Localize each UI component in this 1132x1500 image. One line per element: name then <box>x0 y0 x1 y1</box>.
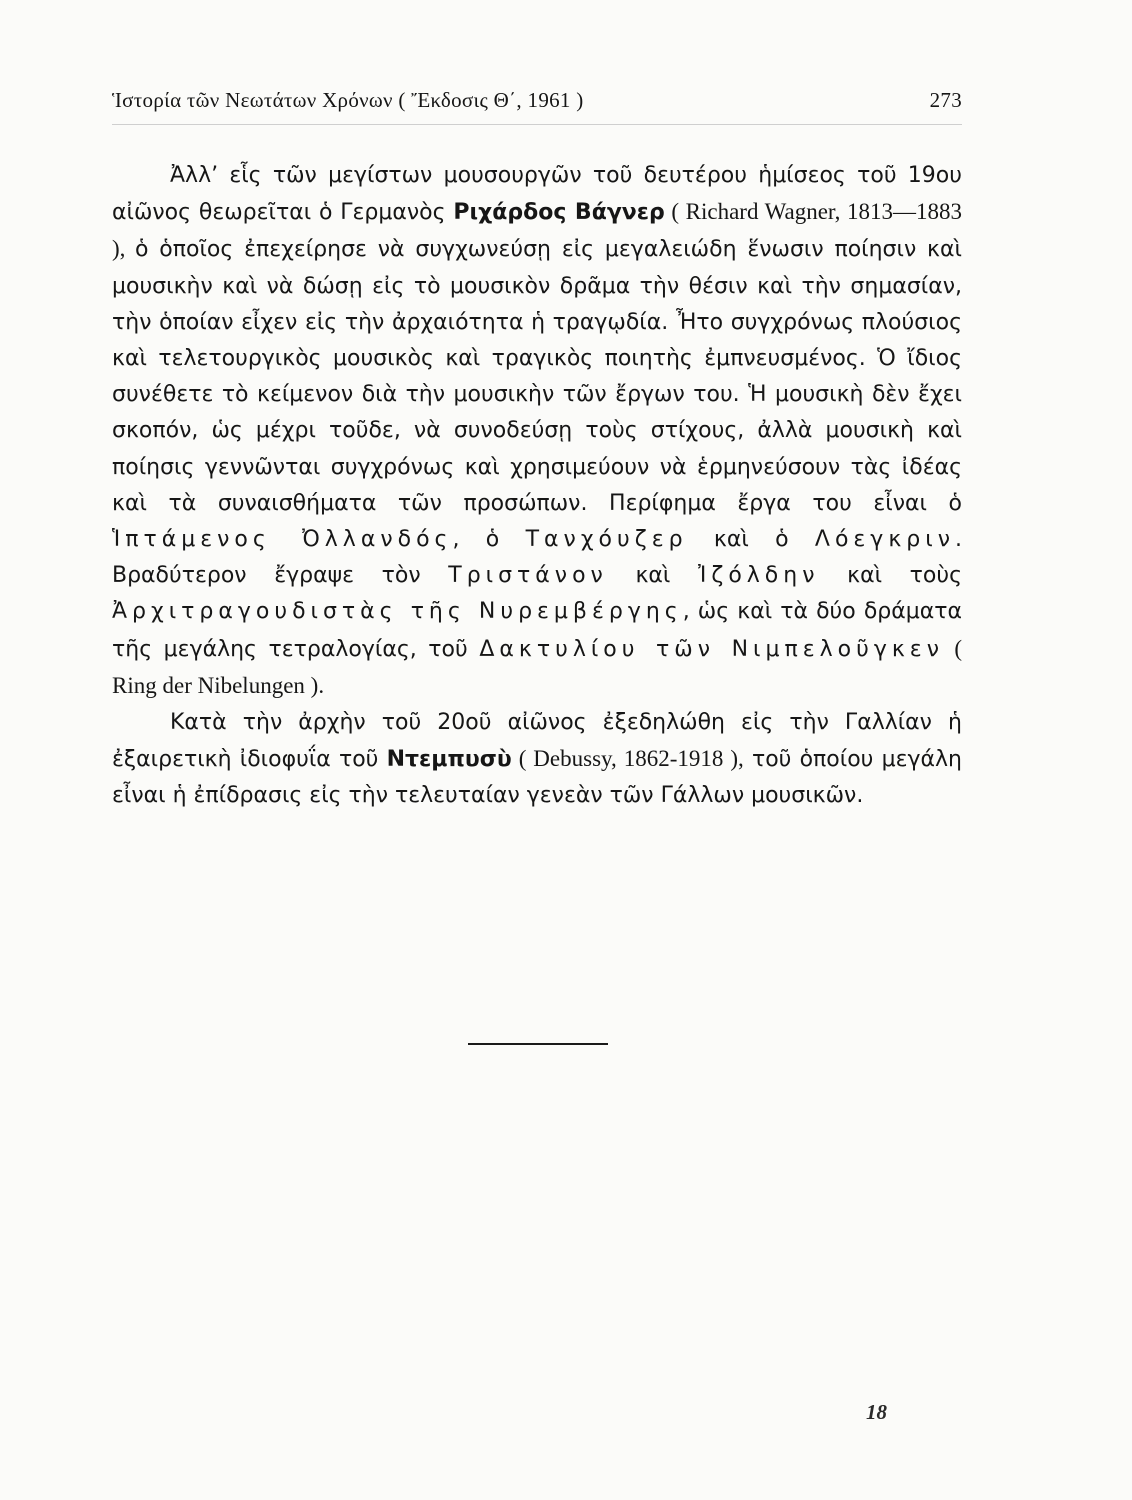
work-title: Ἰζόλδην <box>698 563 820 589</box>
latin-name-debussy: ( Debussy, 1862-1918 ), <box>511 746 744 772</box>
work-title: Τανχόυζερ <box>525 527 688 553</box>
text-run: , ὁ <box>452 527 526 553</box>
text-run: ὁ ὁποῖος ἐπεχείρησε νὰ συγχωνεύσῃ εἰς μεγαλειώδη ἕνωσιν ποίησιν καὶ μουσικὴν καὶ νὰ δώσῃ εἰς τὸ μουσικὸν δρᾶμα τὴν θέσιν καὶ τὴν σημασίαν, τὴν ὁποίαν εἶχεν εἰς τὴν ἀρχαιότητα ἡ τραγῳδία. Ἦτο συγχρόνως πλούσιος καὶ τελετουργικὸς μουσικὸς καὶ τραγικὸς ποιητὴς ἐμπνευσμένος. Ὁ ἴδιος συνέθετε τὸ κείμενον διὰ τὴν μουσικὴν τῶν ἔργων του. Ἡ μουσικὴ δὲν ἔχει σκοπόν, ὡς μέχρι τοῦδε, νὰ συνοδεύσῃ τοὺς στίχους, ἀλλὰ μουσικὴ καὶ ποίησις γεννῶνται συγχρόνως καὶ χρησιμεύουν νὰ ἑρμηνεύσουν τὰς ἰδέας καὶ τὰ συναισθήματα τῶν προσώπων. Περίφημα ἔργα του εἶναι ὁ <box>112 237 962 516</box>
running-title: Ἱστορία τῶν Νεωτάτων Χρόνων ( Ἔκδοσις Θ΄, 1961 ) <box>112 88 584 112</box>
latin-work-title: ( Ring der Nibelungen ). <box>112 635 962 698</box>
text-run: Κατὰ τὴν ἀρχὴν τοῦ 20οῦ αἰῶνος ἐξεδηλώθη εἰς τὴν Γαλλίαν ἡ ἐξαιρετικὴ ἰδιοφυΐα τοῦ <box>112 710 962 773</box>
text-run: καὶ ὁ <box>687 527 815 553</box>
work-title: Ἀρχιτραγουδιστὰς τῆς Νυρεμβέργης <box>112 599 683 625</box>
name-debussy: Ντεμπυσὺ <box>386 747 512 773</box>
signature-mark: 18 <box>866 1400 887 1424</box>
body-text <box>112 158 962 815</box>
paragraph-wagner <box>112 158 962 705</box>
text-run: Ἀλλ’ εἷς τῶν μεγίστων μουσουργῶν τοῦ δευτέρου ἡμίσεος τοῦ 19ου αἰῶνος θεωρεῖται ὁ Γερμανὸς <box>112 163 962 226</box>
work-title: Δακτυλίου τῶν Νιμπελοῦγκεν <box>479 636 944 662</box>
text-run: , ὡς καὶ τὰ δύο δράματα τῆς μεγάλης τετραλογίας, τοῦ <box>112 599 962 662</box>
text-run: καὶ <box>607 563 698 589</box>
paragraph-debussy <box>112 705 962 815</box>
work-title: Ἱπτάμενος Ὀλλανδός <box>112 527 453 553</box>
work-title: Τριστάνον <box>448 563 608 589</box>
latin-name-wagner: ( Richard Wagner, 1813—1883 ), <box>112 199 962 262</box>
name-wagner: Ριχάρδος Βάγνερ <box>453 200 665 226</box>
text-run: . Βραδύτερον ἔγραψε τὸν <box>112 527 962 589</box>
page-number: 273 <box>929 88 962 112</box>
work-title: Λόεγκριν <box>814 527 955 553</box>
text-run: τοῦ ὁποίου μεγάλη εἶναι ἡ ἐπίδρασις εἰς τὴν τελευταίαν γενεὰν τῶν Γάλλων μουσικῶν. <box>112 747 962 809</box>
section-separator <box>468 1043 608 1045</box>
text-run: καὶ τοὺς <box>819 563 963 589</box>
header-rule <box>112 124 962 125</box>
